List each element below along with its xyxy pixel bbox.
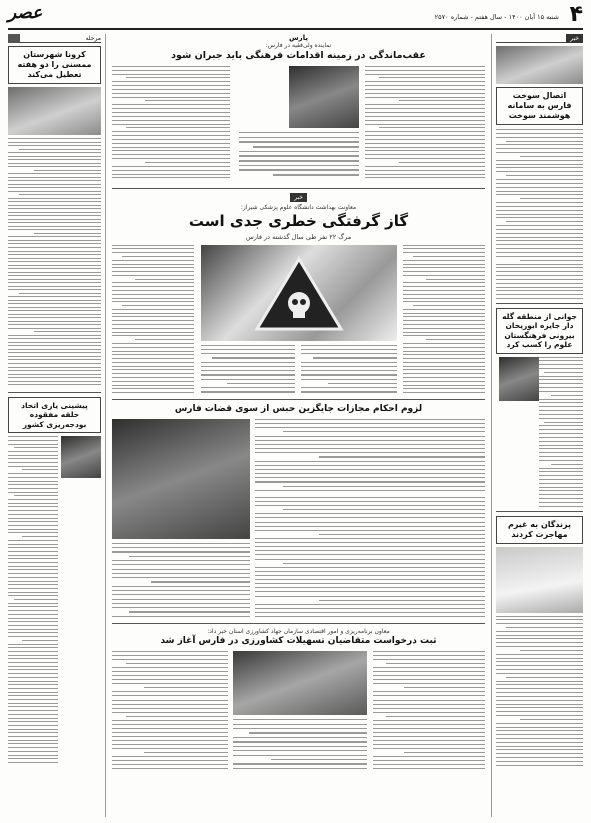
right-item3-body [496,616,583,766]
main-story-tag: خبر [290,193,307,202]
left-column [8,34,106,817]
issue-meta: شنبه ۱۵ آبان ۱۴۰۰ - سال هفتم - شماره ۲۵۷۰ [434,13,559,21]
main-photo-gas [201,245,397,341]
story-three-body [112,651,485,771]
right-item2-box [496,308,583,354]
right-section-bar [496,34,583,43]
top-photo-cleric [289,66,359,128]
left-item1-body [8,138,101,388]
top-headline: عقب‌ماندگی در زمینه اقدامات فرهنگی باید جبران شود [171,50,426,61]
story-three-headline: ثبت درخواست متقاضیان تسهیلات کشاورزی در فارس آغاز شد [160,635,437,646]
story-two-headline: لزوم احکام مجازات جایگزین حبس از سوی قضات فارس [174,403,423,414]
left-item2-box [8,397,101,433]
left-photo-street [8,87,101,135]
main-story-body [112,245,485,395]
story-three-photo-official [233,651,367,715]
warning-skull-icon [201,245,397,341]
main-kicker: معاونت بهداشت دانشگاه علوم پزشکی شیراز: [240,203,357,211]
top-story-body [112,66,485,184]
right-item1-headline: اتصال سوخت فارس به سامانه هوشمند سوخت [507,91,572,120]
newspaper-logo: عصر [8,3,43,23]
left-item2-body [8,436,58,766]
main-column [112,34,485,817]
main-headline: گاز گرفتگی خطری جدی است [188,211,409,230]
right-item2-body [539,357,583,507]
right-item3-headline: پرندگان به غیرم مهاجرت کردند [507,519,572,539]
left-item1-box [8,46,101,84]
right-section-tag: خبر [566,34,583,43]
story-two-body [112,419,485,619]
right-photo-birds [496,547,583,613]
right-item1-box [496,87,583,125]
masthead [8,4,583,30]
right-column [491,34,583,817]
left-section-bar [8,34,101,43]
page-number: ۴ [569,2,583,27]
right-item3-box [496,516,583,544]
left-section-label: مرحله [85,34,101,42]
right-photo-fuel [496,46,583,84]
right-item1-body [496,129,583,299]
left-item1-headline: کرونا شهرستان ممسنی را دو هفته تعطیل می‌کند [17,50,92,79]
story-two-photo-judge [112,419,250,539]
left-item2-headline: پیشینی یاری اتحاد حلقه مفقوده بودجه‌ریزی کشور [21,401,88,429]
left-portrait [61,436,101,478]
top-section-label: پارس [289,34,308,42]
story-three-kicker: معاون برنامه‌ریزی و امور اقتصادی سازمان جهاد کشاورزی استان خبر داد: [207,627,390,635]
main-subhead: مرگ ۲۲ نفر طی سال گذشته در فارس [245,232,352,241]
top-kicker: نماینده ولی‌فقیه در فارس: [265,42,332,49]
right-item2-headline: جوانی از منطقه گله دار جایزه ابوریحان بیرونی فرهنگستان علوم را کسب کرد [502,312,577,350]
right-portrait [499,357,539,401]
